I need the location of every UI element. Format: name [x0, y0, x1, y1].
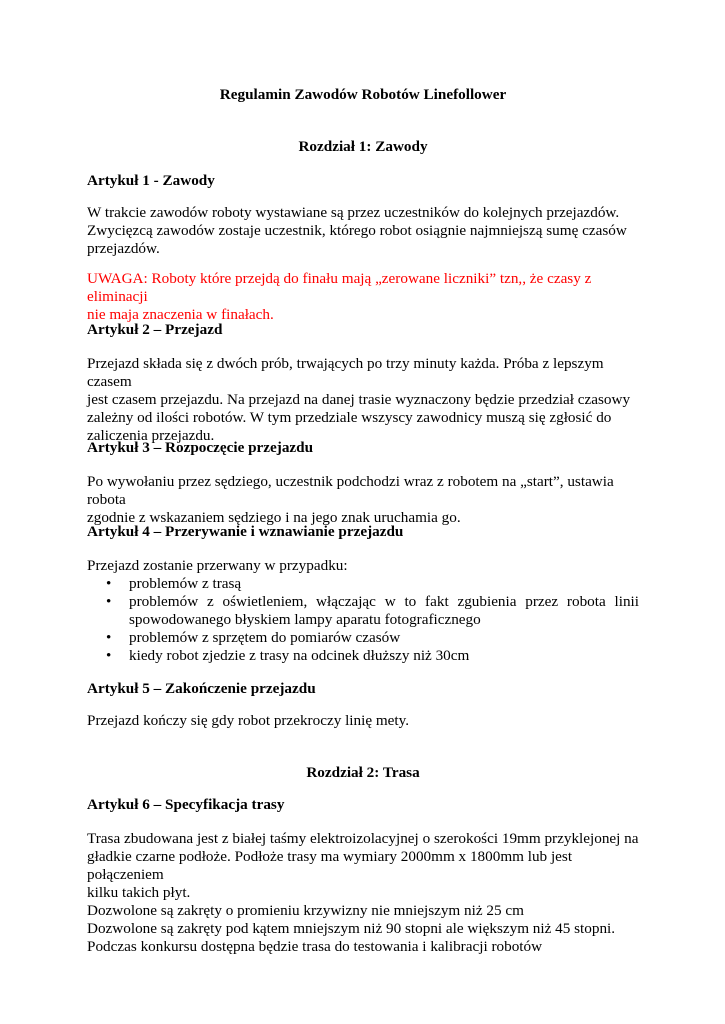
article-5-paragraph: Przejazd kończy się gdy robot przekroczy linię mety.	[87, 712, 410, 729]
document-title: Regulamin Zawodów Robotów Linefollower	[219, 86, 507, 103]
paragraph-line: Dozwolone są zakręty o promieniu krzywizny nie mniejszym niż 25 cm	[87, 902, 524, 919]
list-item	[87, 575, 639, 593]
paragraph-line: Zwycięzcą zawodów zostaje uczestnik, którego robot osiągnie najmniejszą sumę czasów	[87, 222, 627, 239]
list-item	[87, 629, 639, 647]
list-item-text: problemów z oświetleniem, włączając w to fakt zgubienia przez robota linii	[129, 593, 639, 610]
paragraph-line: kilku takich płyt.	[87, 884, 191, 901]
chapter-1-heading: Rozdział 1: Zawody	[298, 138, 428, 155]
paragraph-line: zależny od ilości robotów. W tym przedziale wszyscy zawodnicy muszą się zgłosić do	[87, 409, 612, 426]
warning-line: nie maja znaczenia w finałach.	[87, 306, 274, 323]
list-item-text-continuation: spowodowanego błyskiem lampy aparatu fotograficznego	[129, 611, 481, 628]
list-item	[87, 593, 639, 629]
paragraph-line: Dozwolone są zakręty pod kątem mniejszym niż 90 stopni ale większym niż 45 stopni.	[87, 920, 616, 937]
paragraph-line: zgodnie z wskazaniem sędziego i na jego znak uruchamia go.	[87, 509, 461, 526]
list-item-text: problemów z sprzętem do pomiarów czasów	[129, 629, 401, 646]
paragraph-line: przejazdów.	[87, 240, 160, 257]
article-6-heading: Artykuł 6 – Specyfikacja trasy	[87, 796, 285, 813]
article-1-paragraph	[87, 204, 639, 258]
paragraph-line: Podczas konkursu dostępna będzie trasa do testowania i kalibracji robotów	[87, 938, 543, 955]
warning-line: UWAGA: Roboty które przejdą do finału mają „zerowane liczniki” tzn,, że czasy z eliminacji	[87, 270, 592, 305]
article-1-heading: Artykuł 1 - Zawody	[87, 172, 215, 189]
article-5-heading: Artykuł 5 – Zakończenie przejazdu	[87, 680, 316, 697]
paragraph-line: Po wywołaniu przez sędziego, uczestnik podchodzi wraz z robotem na „start”, ustawia robota	[87, 473, 614, 508]
list-item-text: kiedy robot zjedzie z trasy na odcinek dłuższy niż 30cm	[129, 647, 470, 664]
article-4-heading: Artykuł 4 – Przerywanie i wznawianie przejazdu	[87, 523, 404, 540]
paragraph-line: Trasa zbudowana jest z białej taśmy elektroizolacyjnej o szerokości 19mm przyklejonej na	[87, 830, 639, 847]
paragraph-line: zaliczenia przejazdu.	[87, 427, 215, 444]
bullet-icon: •	[106, 575, 112, 592]
paragraph-line: gładkie czarne podłoże. Podłoże trasy ma wymiary 2000mm x 1800mm lub jest połączeniem	[87, 848, 573, 883]
bullet-icon: •	[106, 629, 112, 646]
warning-note	[87, 270, 639, 324]
paragraph-line: W trakcie zawodów roboty wystawiane są przez uczestników do kolejnych przejazdów.	[87, 204, 620, 221]
interruption-list	[87, 575, 639, 665]
paragraph-line: jest czasem przejazdu. Na przejazd na danej trasie wyznaczony będzie przedział czasowy	[87, 391, 631, 408]
list-item	[87, 647, 639, 665]
article-3-heading: Artykuł 3 – Rozpoczęcie przejazdu	[87, 439, 314, 456]
bullet-icon: •	[106, 647, 112, 664]
bullet-icon: •	[106, 593, 112, 610]
article-3-paragraph	[87, 473, 639, 527]
article-2-heading: Artykuł 2 – Przejazd	[87, 321, 223, 338]
paragraph-line: Przejazd składa się z dwóch prób, trwających po trzy minuty każda. Próba z lepszym czasem	[87, 355, 604, 390]
article-4-intro: Przejazd zostanie przerwany w przypadku:	[87, 557, 348, 574]
chapter-2-heading: Rozdział 2: Trasa	[306, 764, 420, 781]
article-2-paragraph	[87, 355, 639, 445]
list-item-text: problemów z trasą	[129, 575, 242, 592]
article-6-paragraph	[87, 830, 639, 956]
